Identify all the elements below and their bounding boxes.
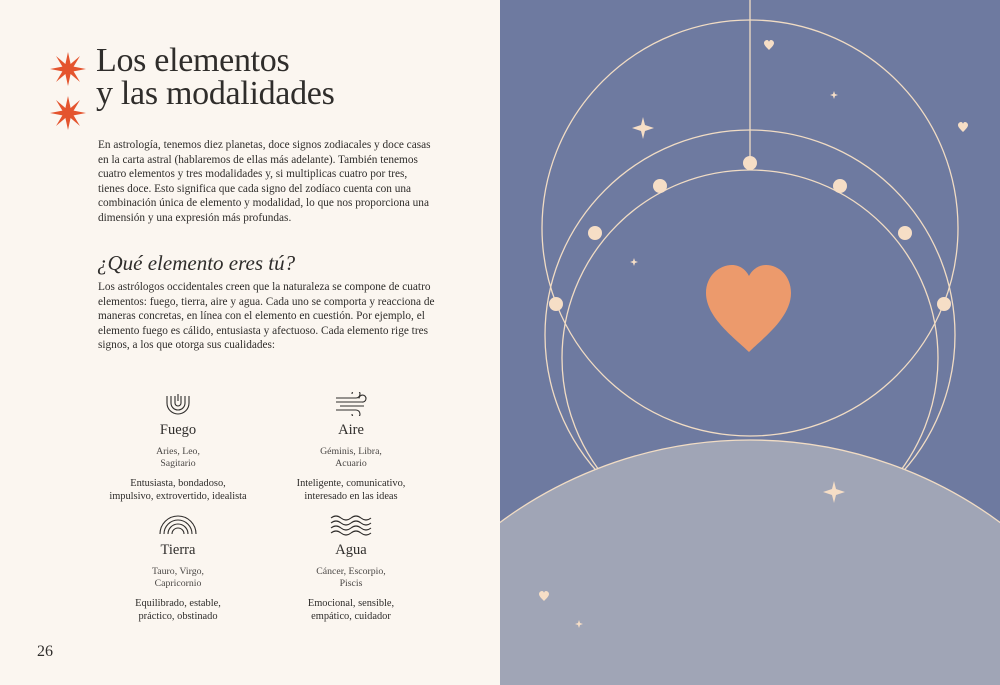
element-traits: Emocional, sensible, empático, cuidador	[307, 598, 395, 622]
sparkle-icon	[830, 91, 838, 99]
bead	[743, 156, 757, 170]
rainbow-icon	[158, 514, 198, 536]
body-paragraph: Los astrólogos occidentales creen que la naturaleza se compone de cuatro elementos: fuego, tierra, aire y agua. Cada uno se comporta y reacciona de maneras concretas, en línea con el elemento en cuestión. Por ejemplo, el elemento fuego es cálido, entusiasta y afectuoso. Cada elemento rige tres signos, a los que otorga sus cualidades:	[98, 281, 435, 352]
element-name: Aire	[338, 422, 364, 438]
element-traits: Entusiasta, bondadoso, impulsivo, extrovertido, idealista	[109, 478, 247, 502]
title-line-2: y las modalidades	[96, 75, 335, 112]
element-card-aire	[261, 392, 441, 503]
element-signs: Tauro, Virgo, Capricornio	[152, 566, 204, 589]
sparkle-icon	[630, 258, 638, 266]
star-icon	[50, 96, 86, 130]
intro-paragraph: En astrología, tenemos diez planetas, doce signos zodiacales y doce casas en la carta astral (hablaremos de ellas más adelante). También tenemos cuatro elementos y tres modalidades y, si multiplicas cuatro por tres, tienes doce. Esto significa que cada signo del zodíaco cuenta con una combinación única de elemento y modalidad, lo que nos proporciona una dimensión y una expresión más profundas.	[98, 139, 431, 224]
bead	[937, 297, 951, 311]
bead	[588, 226, 602, 240]
bead	[898, 226, 912, 240]
bead	[833, 179, 847, 193]
element-name: Fuego	[159, 422, 197, 438]
section-subtitle: ¿Qué elemento eres tú?	[97, 251, 296, 275]
wind-icon	[334, 392, 368, 416]
element-name: Agua	[335, 542, 367, 558]
planet	[500, 440, 1000, 685]
star-icon	[50, 52, 86, 86]
right-page-illustration	[500, 0, 1000, 685]
bead	[549, 297, 563, 311]
element-card-tierra	[88, 514, 268, 623]
element-card-agua	[261, 514, 441, 623]
celestial-illustration	[500, 0, 1000, 685]
waves-icon	[330, 514, 372, 536]
element-signs: Aries, Leo, Sagitario	[156, 446, 200, 469]
element-signs: Cáncer, Escorpio, Piscis	[316, 566, 386, 589]
small-heart-icon	[764, 40, 774, 50]
sparkle-icon	[632, 117, 654, 139]
element-card-fuego	[88, 392, 268, 503]
heart-icon	[706, 265, 791, 352]
title-line-1: Los elementos	[96, 42, 290, 79]
page-title	[96, 44, 335, 110]
element-name: Tierra	[160, 542, 196, 558]
element-traits: Equilibrado, estable, práctico, obstinado	[135, 598, 221, 622]
small-heart-icon	[958, 122, 968, 132]
bead	[653, 179, 667, 193]
decorative-stars	[46, 50, 90, 140]
element-signs: Géminis, Libra, Acuario	[320, 446, 382, 469]
page-number: 26	[37, 643, 53, 660]
element-traits: Inteligente, comunicativo, interesado en las ideas	[296, 478, 406, 502]
fire-icon	[165, 392, 191, 416]
